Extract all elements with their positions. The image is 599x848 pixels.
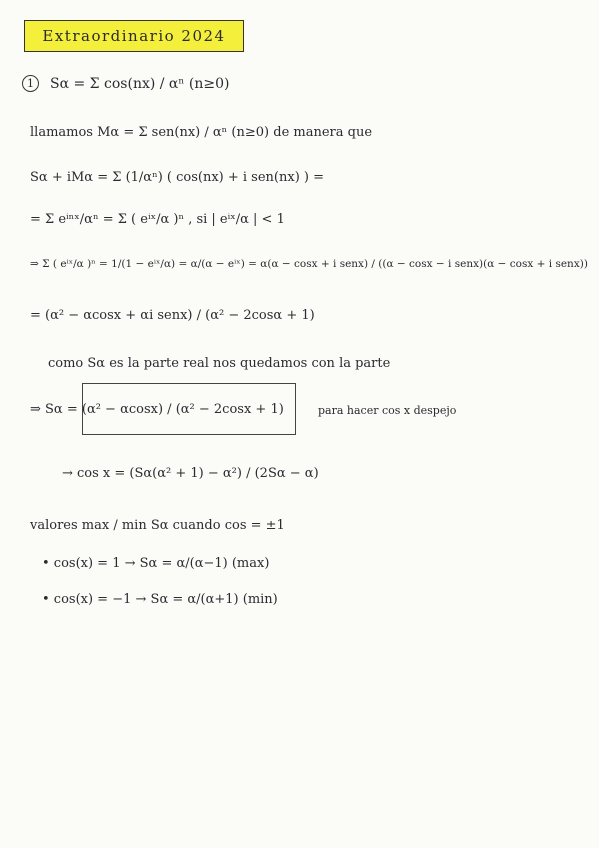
page-title-text: Extraordinario 2024 — [42, 27, 226, 45]
line-solve-note: para hacer cos x despejo — [318, 404, 457, 417]
line-geometric-form: = Σ eⁱⁿˣ/αⁿ = Σ ( eⁱˣ/α )ⁿ , si | eⁱˣ/α | < 1 — [30, 212, 285, 227]
line-cos-solved: → cos x = (Sα(α² + 1) − α²) / (2Sα − α) — [62, 466, 319, 481]
line-min-case: • cos(x) = −1 → Sα = α/(α+1) (min) — [42, 592, 278, 607]
problem-number-badge — [22, 75, 39, 92]
line-complex-sum: Sα + iMα = Σ (1/αⁿ) ( cos(nx) + i sen(nx) ) = — [30, 170, 324, 185]
line-max-case: • cos(x) = 1 → Sα = α/(α−1) (max) — [42, 556, 270, 571]
line-extrema-heading: valores max / min Sα cuando cos = ±1 — [30, 518, 285, 533]
line-boxed-formula: ⇒ Sα = (α² − αcosx) / (α² − 2cosx + 1) — [30, 402, 284, 417]
line-combined-fraction: = (α² − αcosx + αi senx) / (α² − 2cosα + 1) — [30, 308, 315, 323]
line-geometric-sum-result: ⇒ Σ ( eⁱˣ/α )ⁿ = 1/(1 − eⁱˣ/α) = α/(α − eⁱˣ) = α(α − cosx + i senx) / ((α − cosx − i senx)(α − cosx + i senx)) — [30, 258, 588, 270]
line-sum-definition: Sα = Σ cos(nx) / αⁿ (n≥0) — [50, 76, 230, 92]
line-real-part-note: como Sα es la parte real nos quedamos con la parte — [48, 356, 391, 371]
line-define-m: llamamos Mα = Σ sen(nx) / αⁿ (n≥0) de manera que — [30, 125, 373, 140]
page-title — [24, 20, 244, 52]
problem-number: 1 — [27, 77, 34, 90]
